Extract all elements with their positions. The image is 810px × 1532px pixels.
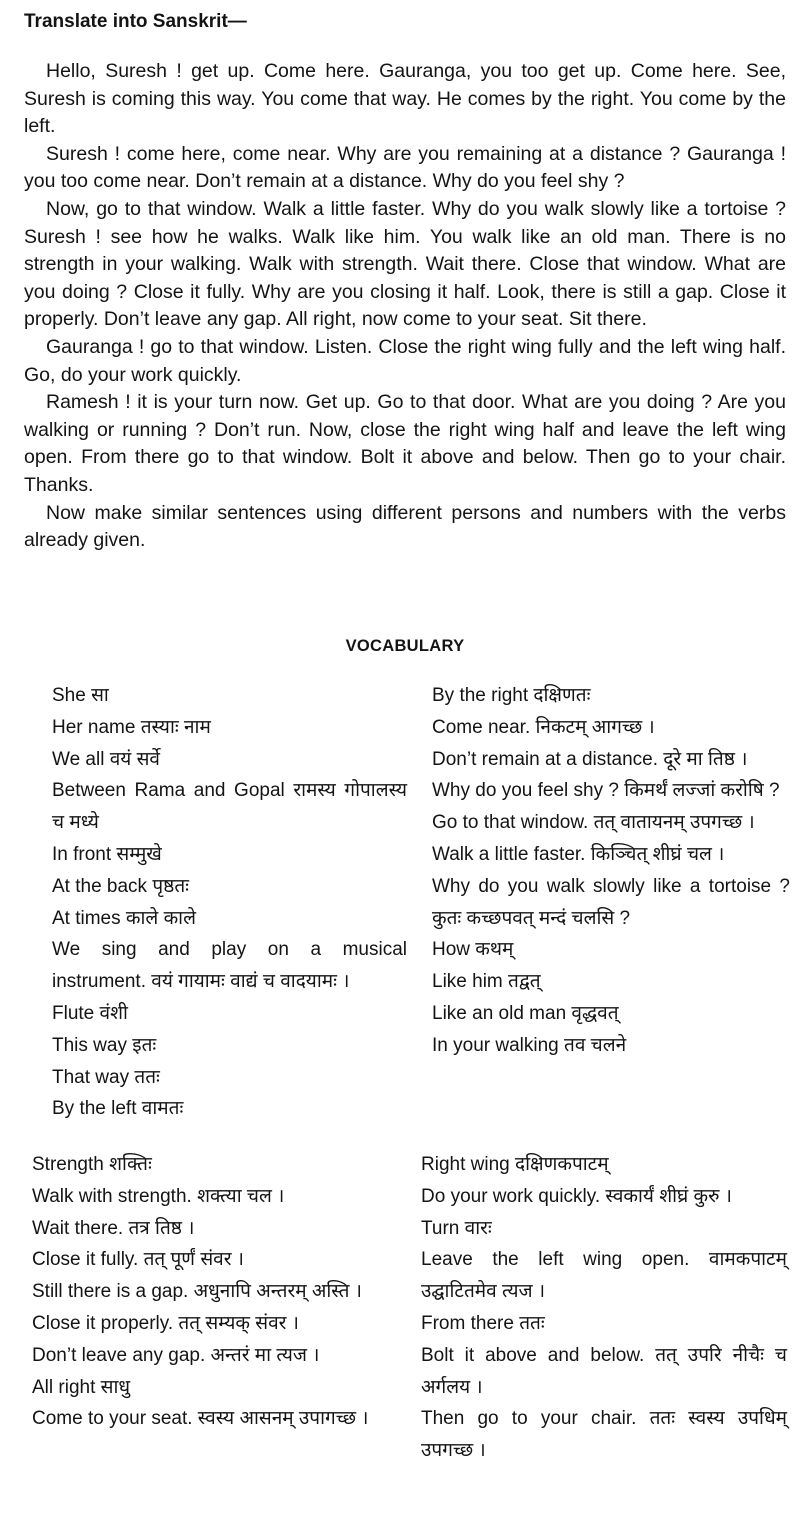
vocab-entry: Like an old man वृद्धवत् xyxy=(432,1002,619,1024)
paragraph: Ramesh ! it is your turn now. Get up. Go to that door. What are you doing ? Are you walking or running ? Don’t run. Now, close the right wing half and leave the left wing open. From there go to that window. Bolt it above and below. Then go to your chair. Thanks. xyxy=(24,391,786,496)
vocab-entry: Flute वंशी xyxy=(52,1002,128,1024)
vocab-entry: Close it fully. तत् पूर्णं संवर । xyxy=(32,1249,244,1271)
vocab-entry: Go to that window. तत् वातायनम् उपगच्छ । xyxy=(432,812,755,834)
paragraph: Now make similar sentences using different persons and numbers with the verbs already given. xyxy=(24,501,786,552)
vocab-entry: Between Rama and Gopal रामस्य गोपालस्य च मध्ये xyxy=(52,780,407,834)
vocab-entry: By the right दक्षिणतः xyxy=(432,685,591,706)
vocab-entry: All right साधु xyxy=(32,1376,131,1398)
vocab-entry: Bolt it above and below. तत् उपरि नीचैः च अर्गलय । xyxy=(421,1344,787,1398)
vocab-entry: Walk with strength. शक्त्या चल । xyxy=(32,1185,285,1207)
vocab-entry: We sing and play on a musical instrument. वयं गायामः वाद्यं च वादयामः । xyxy=(52,939,407,993)
vocab-column-4 xyxy=(421,1149,787,1467)
vocab-entry: Come to your seat. स्वस्य आसनम् उपागच्छ । xyxy=(32,1408,369,1430)
vocab-entry: Walk a little faster. किञ्चित् शीघ्रं चल । xyxy=(432,843,725,865)
vocab-entry: At the back पृष्ठतः xyxy=(52,875,189,897)
vocab-entry: Right wing दक्षिणकपाटम् xyxy=(421,1154,609,1175)
vocab-entry: Her name तस्याः नाम xyxy=(52,716,211,738)
vocab-entry: Wait there. तत्र तिष्ठ । xyxy=(32,1217,195,1239)
vocab-entry: From there ततः xyxy=(421,1312,545,1334)
vocab-column-2 xyxy=(432,680,790,1062)
vocab-entry: Still there is a gap. अधुनापि अन्तरम् अस्ति । xyxy=(32,1281,362,1303)
vocab-entry: At times काले काले xyxy=(52,907,196,929)
vocab-entry: How कथम् xyxy=(432,939,514,961)
vocab-entry: In your walking तव चलने xyxy=(432,1034,627,1056)
vocab-column-3 xyxy=(32,1149,398,1435)
vocab-entry: Leave the left wing open. वामकपाटम् उद्घाटितमेव त्यज । xyxy=(421,1249,787,1303)
vocab-entry: Why do you walk slowly like a tortoise ? कुतः कच्छपवत् मन्दं चलसि ? xyxy=(432,875,790,929)
vocab-column-1 xyxy=(52,680,407,1125)
vocab-entry: By the left वामतः xyxy=(52,1098,184,1120)
vocab-entry: We all वयं सर्वे xyxy=(52,748,160,770)
vocab-entry: Don’t leave any gap. अन्तरं मा त्यज । xyxy=(32,1344,320,1366)
exercise-paragraphs xyxy=(24,58,786,555)
vocab-entry: This way इतः xyxy=(52,1034,157,1056)
vocab-entry: She सा xyxy=(52,685,109,706)
vocab-entry: Turn वारः xyxy=(421,1217,492,1239)
vocab-entry: Do your work quickly. स्वकार्यं शीघ्रं कुरु । xyxy=(421,1185,732,1207)
vocab-entry: In front सम्मुखे xyxy=(52,843,162,865)
vocabulary-title: VOCABULARY xyxy=(345,637,465,655)
vocab-entry: Strength शक्तिः xyxy=(32,1154,152,1175)
paragraph: Hello, Suresh ! get up. Come here. Gauranga, you too get up. Come here. See, Suresh is coming this way. You come that way. He comes by the right. You come by the left. xyxy=(24,60,786,138)
vocab-entry: Don’t remain at a distance. दूरे मा तिष्ठ । xyxy=(432,748,748,770)
vocab-entry: Why do you feel shy ? किमर्थं लज्जां करोषि ? xyxy=(432,780,780,802)
paragraph: Gauranga ! go to that window. Listen. Close the right wing fully and the left wing half. Go, do your work quickly. xyxy=(24,335,786,386)
vocab-entry: Like him तद्वत् xyxy=(432,971,541,993)
vocab-entry: Then go to your chair. ततः स्वस्य उपधिम् उपगच्छ । xyxy=(421,1408,787,1462)
vocab-entry: Close it properly. तत् सम्यक् संवर । xyxy=(32,1312,299,1334)
vocab-entry: That way ततः xyxy=(52,1066,160,1088)
exercise-heading: Translate into Sanskrit— xyxy=(24,11,247,32)
paragraph: Suresh ! come here, come near. Why are you remaining at a distance ? Gauranga ! you too come near. Don’t remain at a distance. Why do you feel shy ? xyxy=(24,142,786,193)
paragraph: Now, go to that window. Walk a little faster. Why do you walk slowly like a tortoise ? Suresh ! see how he walks. Walk like him. You walk like an old man. There is no strength in your walking. Walk with strength. Wait there. Close that window. What are you doing ? Close it fully. Why are you closing it half. Look, there is still a gap. Close it properly. Don’t leave any gap. All right, now come to your seat. Sit there. xyxy=(24,197,786,331)
vocab-entry: Come near. निकटम् आगच्छ । xyxy=(432,716,655,738)
